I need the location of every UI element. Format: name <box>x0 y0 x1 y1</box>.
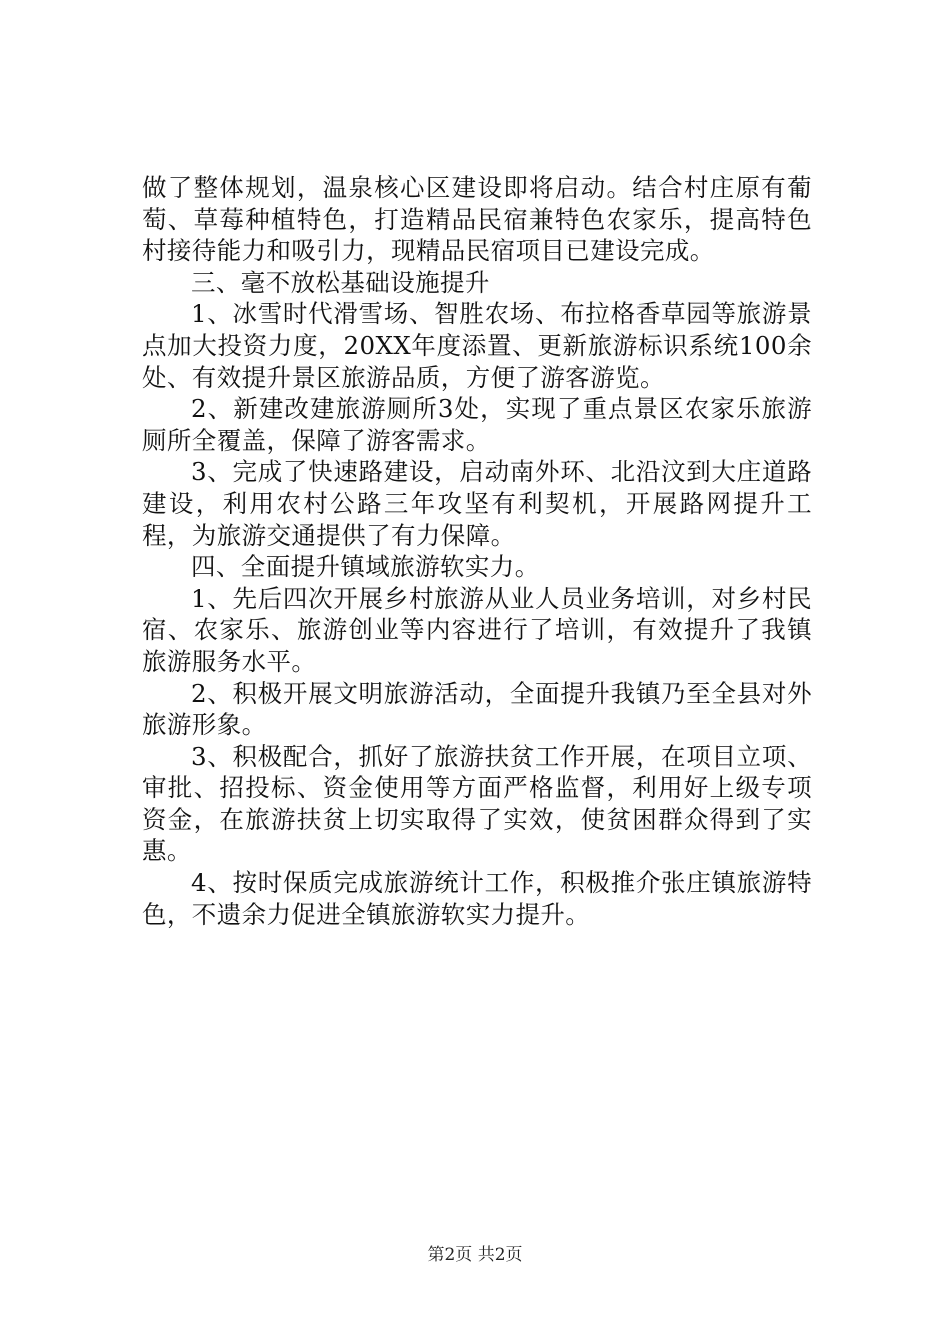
list-item-3-1: 1、冰雪时代滑雪场、智胜农场、布拉格香草园等旅游景点加大投资力度，20XX年度添置、更新旅游标识系统100余处、有效提升景区旅游品质，方便了游客游览。 <box>142 299 812 392</box>
list-item-3-2: 2、新建改建旅游厕所3处，实现了重点景区农家乐旅游厕所全覆盖，保障了游客需求。 <box>142 394 812 455</box>
paragraph-continuation: 做了整体规划，温泉核心区建设即将启动。结合村庄原有葡萄、草莓种植特色，打造精品民宿兼特色农家乐，提高特色村接待能力和吸引力，现精品民宿项目已建设完成。 <box>142 173 812 266</box>
section-heading-4: 四、全面提升镇域旅游软实力。 <box>191 552 540 582</box>
page-number-footer: 第2页 共2页 <box>427 1245 523 1265</box>
section-heading-3: 三、毫不放松基础设施提升 <box>191 267 490 297</box>
document-body <box>142 172 812 930</box>
list-item-4-1: 1、先后四次开展乡村旅游从业人员业务培训，对乡村民宿、农家乐、旅游创业等内容进行了培训，有效提升了我镇旅游服务水平。 <box>142 583 812 676</box>
list-item-4-3: 3、积极配合，抓好了旅游扶贫工作开展，在项目立项、审批、招投标、资金使用等方面严格监督，利用好上级专项资金，在旅游扶贫上切实取得了实效，使贫困群众得到了实惠。 <box>142 741 812 866</box>
list-item-4-2: 2、积极开展文明旅游活动，全面提升我镇乃至全县对外旅游形象。 <box>142 678 812 740</box>
list-item-3-3: 3、完成了快速路建设，启动南外环、北沿汶到大庄道路建设，利用农村公路三年攻坚有利契机，开展路网提升工程，为旅游交通提供了有力保障。 <box>142 457 812 550</box>
list-item-4-4: 4、按时保质完成旅游统计工作，积极推介张庄镇旅游特色，不遗余力促进全镇旅游软实力提升。 <box>142 868 812 929</box>
